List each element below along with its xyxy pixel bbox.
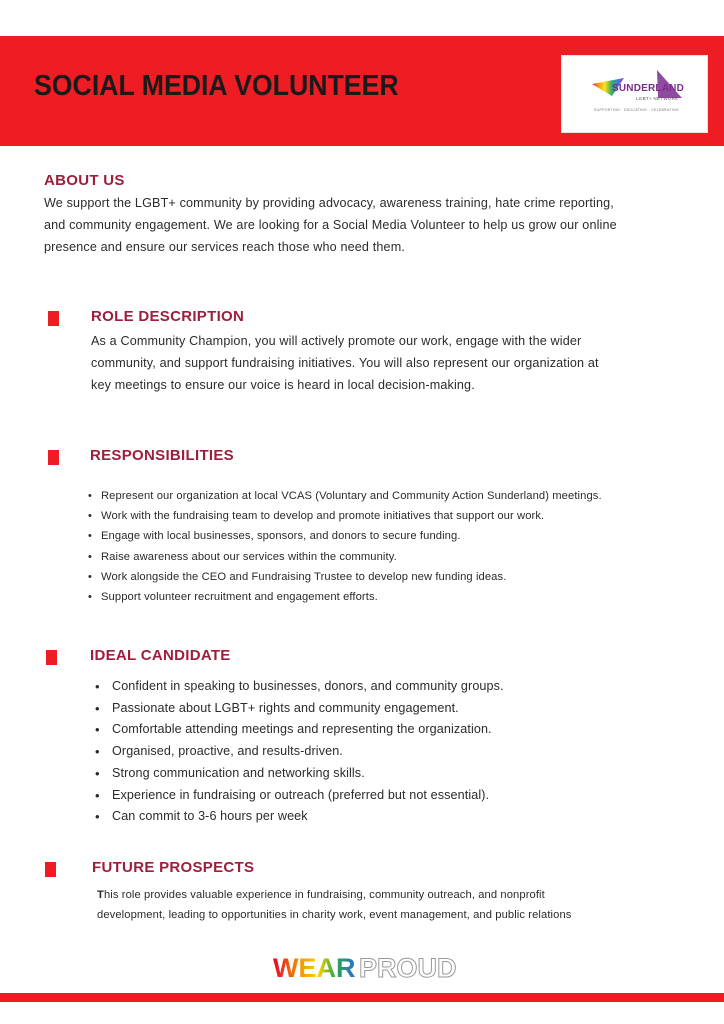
list-item: • Engage with local businesses, sponsors, and donors to secure funding. [88,526,648,546]
list-item: • Raise awareness about our services within the community. [88,547,648,567]
section-marker-icon [45,862,56,877]
list-item: • Work with the fundraising team to develop and promote initiatives that support our work. [88,506,648,526]
header-banner [0,36,724,146]
list-item: • Can commit to 3-6 hours per week [94,806,694,828]
footer-bar [0,993,724,1002]
ideal-candidate-list [94,676,694,828]
list-item: • Organised, proactive, and results-driven. [94,741,694,763]
list-item: • Confident in speaking to businesses, donors, and community groups. [94,676,694,698]
section-marker-icon [46,650,57,665]
about-line: presence and ensure our services reach those who need them. [44,240,405,254]
section-marker-icon [48,311,59,326]
list-item: • Strong communication and networking skills. [94,763,694,785]
logo-rainbow-shape-icon [562,56,709,134]
future-line-rest: his role provides valuable experience in fundraising, community outreach, and nonprofit [103,889,545,901]
list-item: • Represent our organization at local VCAS (Voluntary and Community Action Sunderland) meetings. [88,486,648,506]
logo-tagline: SUPPORTING · EDUCATING · CELEBRATING [594,108,679,112]
wearproud-part2: PROUD [359,953,457,982]
about-line: and community engagement. We are looking for a Social Media Volunteer to help us grow our online [44,218,617,232]
wearproud-part1: WEAR [273,953,356,982]
list-item: • Comfortable attending meetings and representing the organization. [94,719,694,741]
future-line: development, leading to opportunities in charity work, event management, and public relations [97,909,572,921]
role-text [91,330,701,396]
role-line: key meetings to ensure our voice is heard in local decision-making. [91,378,475,392]
sunderland-logo [561,55,708,133]
future-prospects-heading: FUTURE PROSPECTS [92,859,255,876]
about-line: We support the LGBT+ community by providing advocacy, awareness training, hate crime reporting, [44,196,614,210]
list-item: • Passionate about LGBT+ rights and community engagement. [94,698,694,720]
wearproud-logo [273,952,457,982]
page-title: SOCIAL MEDIA VOLUNTEER [34,70,399,102]
logo-name: SUNDERLAND [612,83,684,94]
ideal-candidate-heading: IDEAL CANDIDATE [90,647,231,664]
logo-subtitle: LGBT+ NETWORK [636,96,679,101]
future-first-letter: T [97,889,104,901]
section-marker-icon [48,450,59,465]
role-heading: ROLE DESCRIPTION [91,308,245,325]
responsibilities-heading: RESPONSIBILITIES [90,447,234,464]
role-line: community, and support fundraising initiatives. You will also represent our organization at [91,356,599,370]
future-prospects-text [97,885,697,925]
about-heading: ABOUT US [44,172,125,189]
list-item: • Support volunteer recruitment and engagement efforts. [88,587,648,607]
about-text [44,192,704,258]
role-line: As a Community Champion, you will actively promote our work, engage with the wider [91,334,582,348]
future-line [97,885,697,905]
list-item: • Experience in fundraising or outreach (preferred but not essential). [94,785,694,807]
list-item: • Work alongside the CEO and Fundraising Trustee to develop new funding ideas. [88,567,648,587]
responsibilities-list [88,486,648,607]
